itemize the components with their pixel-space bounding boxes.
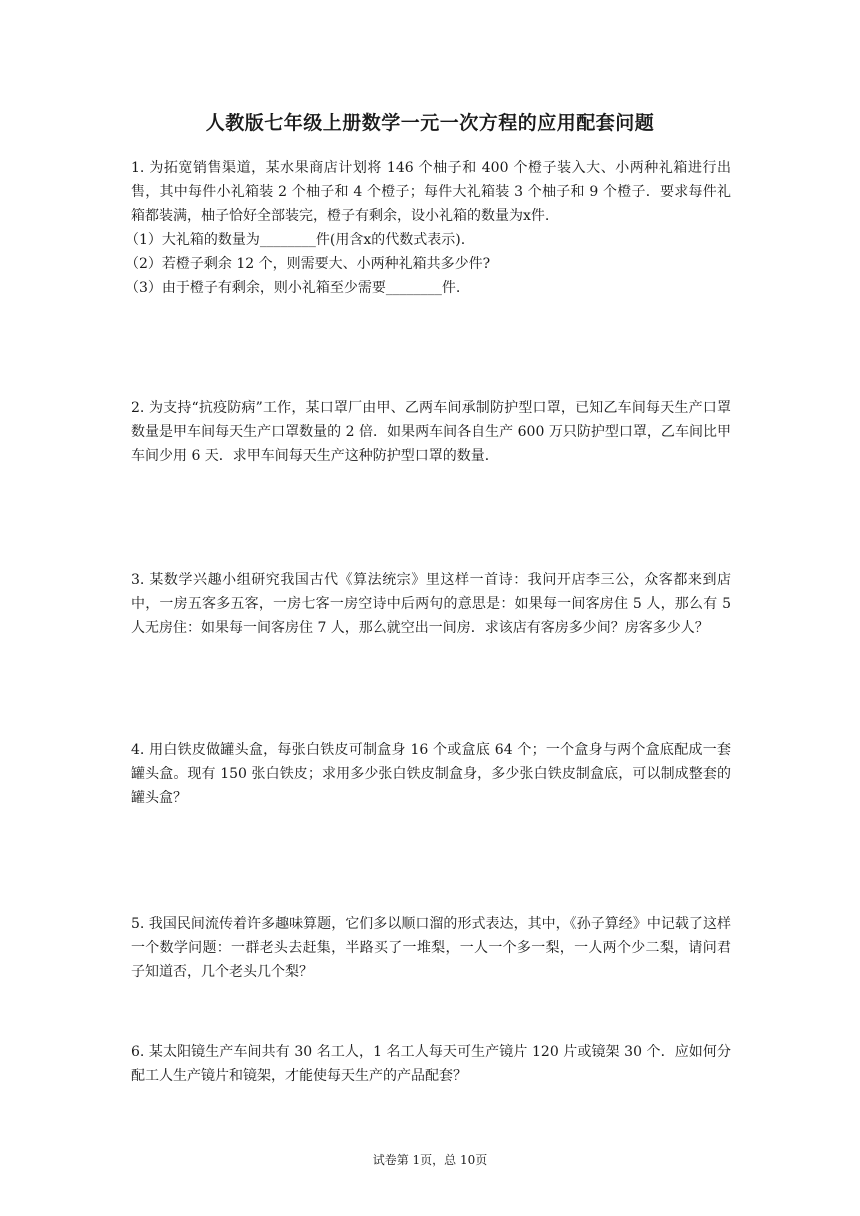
question-6-text: 6. 某太阳镜生产车间共有 30 名工人，1 名工人每天可生产镜片 120 片或镜架 30 个．应如何分配工人生产镜片和镜架，才能使每天生产的产品配套？ xyxy=(131,1044,731,1084)
page-title: 人教版七年级上册数学一元一次方程的应用配套问题 xyxy=(205,112,655,134)
question-3-text: 3. 某数学兴趣小组研究我国古代《算法统宗》里这样一首诗：我问开店李三公，众客都来到店中，一房五客多五客，一房七客一房空诗中后两句的意思是：如果每一间客房住 5 人，那么有 5 人无房住：如果每一间客房住 7 人，那么就空出一间房．求该店有客房多少间？房客多少人？ xyxy=(131,572,731,636)
question-1 xyxy=(125,156,731,300)
question-1-part-1: （1）大礼箱的数量为________件(用含x的代数式表示). xyxy=(125,232,466,248)
question-5 xyxy=(131,912,731,984)
question-2 xyxy=(131,396,731,468)
question-2-text: 2. 为支持“抗疫防病”工作，某口罩厂由甲、乙两车间承制防护型口罩，已知乙车间每天生产口罩数量是甲车间每天生产口罩数量的 2 倍．如果两车间各自生产 600 万只防护型口罩，乙车间比甲车间少用 6 天．求甲车间每天生产这种防护型口罩的数量． xyxy=(131,400,731,464)
question-3 xyxy=(131,568,731,640)
question-1-text: 1. 为拓宽销售渠道，某水果商店计划将 146 个柚子和 400 个橙子装入大、小两种礼箱进行出售，其中每件小礼箱装 2 个柚子和 4 个橙子；每件大礼箱装 3 个柚子和 9 个橙子．要求每件礼箱都装满，柚子恰好全部装完，橙子有剩余，设小礼箱的数量为x件. xyxy=(131,160,731,224)
question-6 xyxy=(131,1040,731,1088)
question-5-text: 5. 我国民间流传着许多趣味算题，它们多以顺口溜的形式表达，其中，《孙子算经》中记载了这样一个数学问题：一群老头去赶集，半路买了一堆梨，一人一个多一梨，一人两个少二梨，请问君子知道否，几个老头几个梨？ xyxy=(131,916,731,980)
page-footer: 试卷第 1页，总 10页 xyxy=(372,1153,488,1167)
question-4-text: 4. 用白铁皮做罐头盒，每张白铁皮可制盒身 16 个或盒底 64 个；一个盒身与两个盒底配成一套罐头盒。现有 150 张白铁皮；求用多少张白铁皮制盒身，多少张白铁皮制盒底，可以制成整套的罐头盒？ xyxy=(131,742,731,806)
question-1-part-3: （3）由于橙子有剩余，则小礼箱至少需要________件. xyxy=(125,280,461,296)
question-1-part-2: （2）若橙子剩余 12 个，则需要大、小两种礼箱共多少件? xyxy=(125,256,491,272)
question-4 xyxy=(131,738,731,810)
